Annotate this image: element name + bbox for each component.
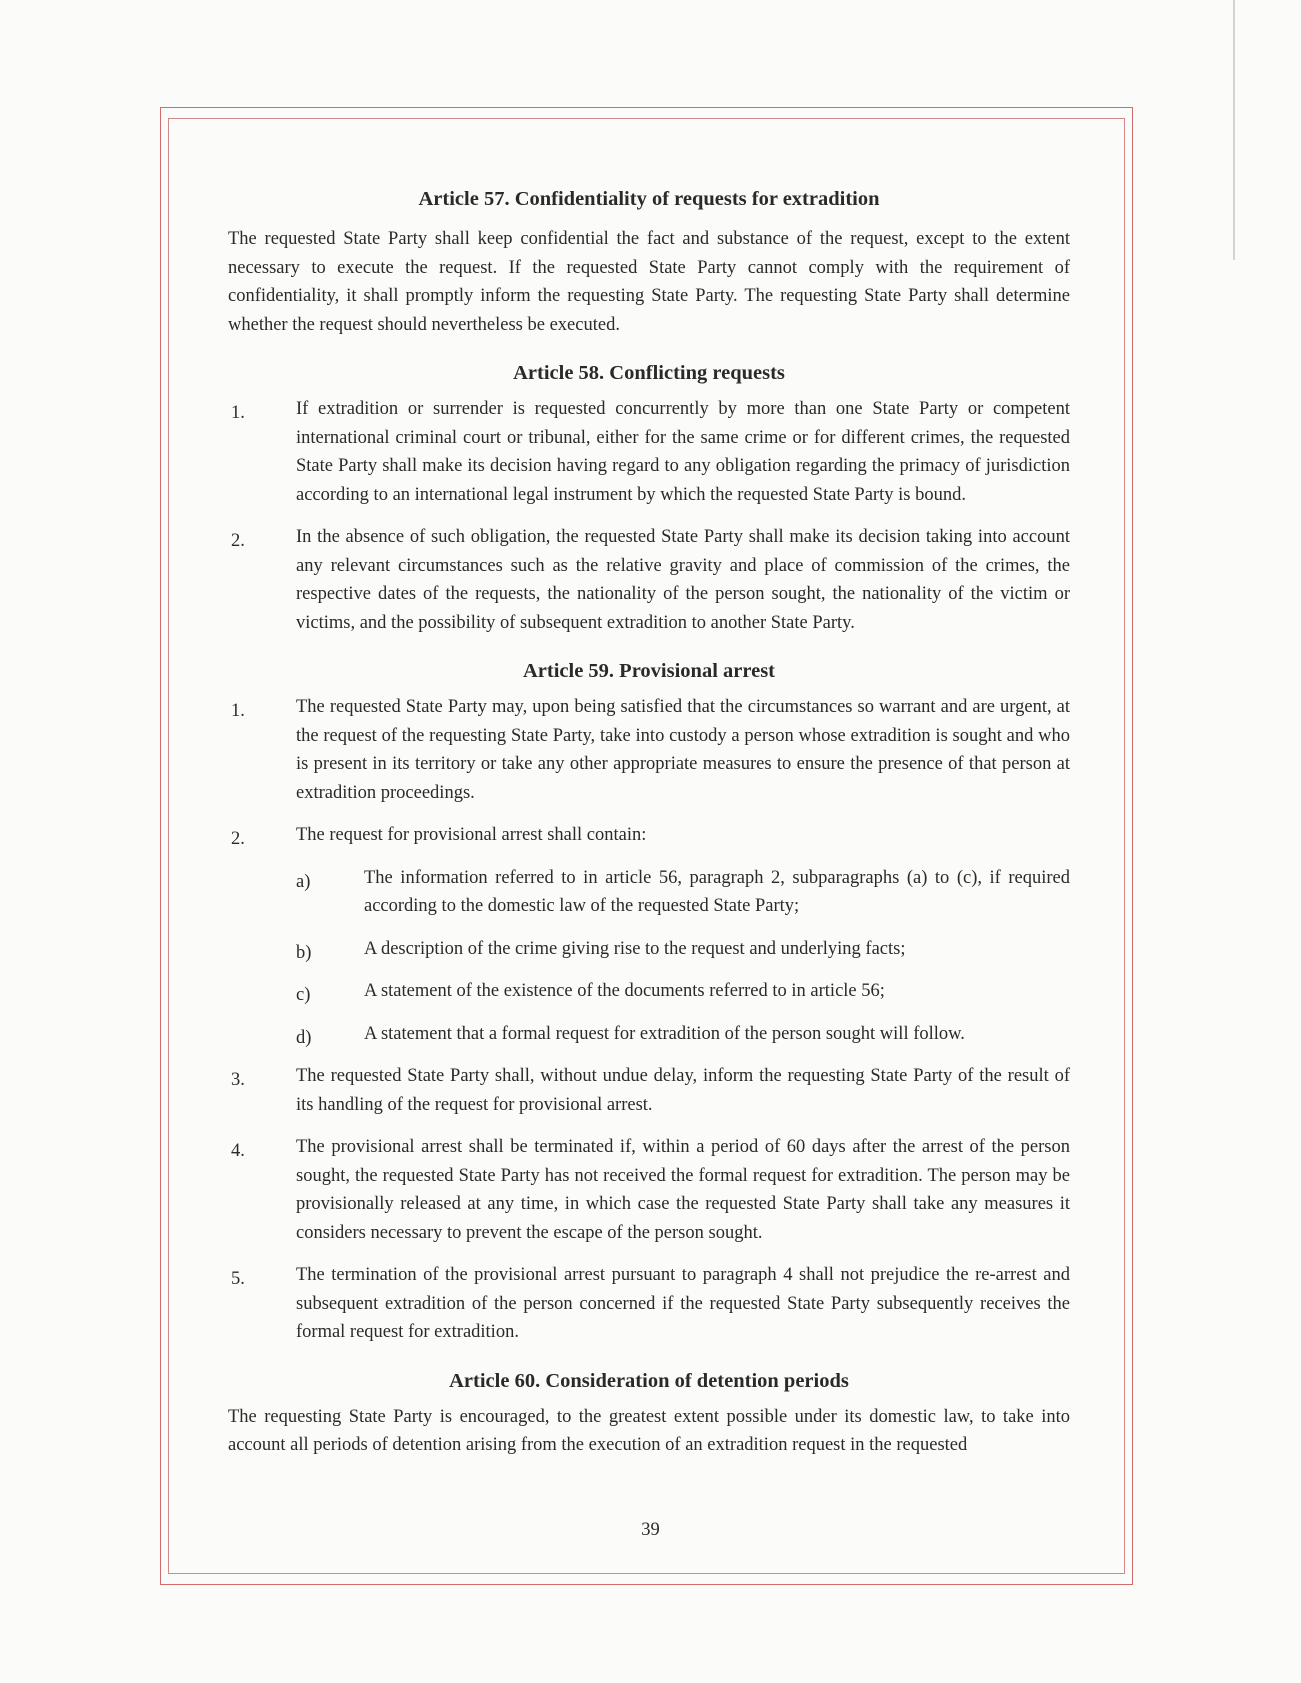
article-59-item [228,1133,1070,1247]
item-number: 2. [231,531,245,551]
subitem-text: The information referred to in article 56, paragraph 2, subparagraphs (a) to (c), if required according to the domestic law of the requested State Party; [364,867,1070,916]
item-text: If extradition or surrender is requested concurrently by more than one State Party or competent international criminal court or tribunal, either for the same crime or for different crimes, the requested State Party shall make its decision having regard to any obligation regarding the primacy of jurisdiction according to an international legal instrument by which the requested State Party is bound. [296,399,1070,505]
article-59-subitem [228,935,1070,964]
article-59-subitem [228,1020,1070,1049]
article-57-text: The requested State Party shall keep confidential the fact and substance of the request, except to the extent necessary to execute the request. If the requested State Party cannot comply with the requirement of confidentiality, it shall promptly inform the requesting State Party. The requesting State Party shall determine whether the request should nevertheless be executed. [228,229,1070,335]
subitem-letter: a) [296,871,311,892]
article-59-item [228,693,1070,807]
item-number: 2. [231,829,245,849]
item-text: The termination of the provisional arrest pursuant to paragraph 4 shall not prejudice the re-arrest and subsequent extradition of the person concerned if the requested State Party subsequently receives the formal request for extradition. [296,1265,1070,1342]
item-number: 1. [231,403,245,423]
subitem-text: A statement that a formal request for extradition of the person sought will follow. [364,1023,965,1044]
article-59-item [228,821,1070,850]
article-59-item [228,1062,1070,1119]
subitem-letter: c) [296,985,311,1005]
article-57-title: Article 57. Confidentiality of requests for extradition [418,188,880,210]
article-58-title: Article 58. Conflicting requests [513,362,785,384]
article-59-subitem [228,977,1070,1006]
item-number: 4. [231,1141,245,1161]
item-number: 5. [231,1269,245,1289]
article-58-item [228,395,1070,509]
item-text: The requested State Party may, upon being satisfied that the circumstances so warrant and are urgent, at the request of the requesting State Party, take into custody a person whose extradition is sought and who is present in its territory or take any other appropriate measures to ensure the presence of that person at extradition proceedings. [296,697,1070,803]
article-59-title: Article 59. Provisional arrest [522,660,776,682]
article-59-subitem [228,864,1070,921]
article-60-text: The requesting State Party is encouraged, to the greatest extent possible under its domestic law, to take into account all periods of detention arising from the execution of an extradition request in the requested [228,1406,1070,1455]
article-59-item [228,1261,1070,1347]
subitem-letter: d) [296,1027,312,1048]
item-text: The requested State Party shall, without undue delay, inform the requesting State Party of the result of its handling of the request for provisional arrest. [296,1066,1070,1115]
scan-edge-line [1233,0,1235,260]
item-number: 1. [231,701,245,721]
document-content [228,185,1070,1460]
item-number: 3. [231,1070,245,1090]
subitem-letter: b) [296,942,312,963]
subitem-text: A statement of the existence of the documents referred to in article 56; [364,981,885,1001]
article-60-title: Article 60. Consideration of detention periods [449,1369,849,1392]
item-text: The request for provisional arrest shall contain: [296,825,647,845]
item-text: The provisional arrest shall be terminated if, within a period of 60 days after the arrest of the person sought, the requested State Party has not received the formal request for extradition. The person may be provisionally released at any time, in which case the requested State Party shall take any measures it considers necessary to prevent the escape of the person sought. [296,1137,1070,1243]
page-number: 39 [641,1520,660,1540]
item-text: In the absence of such obligation, the requested State Party shall make its decision taking into account any relevant circumstances such as the relative gravity and place of commission of the crimes, the respective dates of the requests, the nationality of the person sought, the nationality of the victim or victims, and the possibility of subsequent extradition to another State Party. [296,527,1070,633]
subitem-text: A description of the crime giving rise to the request and underlying facts; [364,938,906,959]
article-58-item [228,523,1070,637]
